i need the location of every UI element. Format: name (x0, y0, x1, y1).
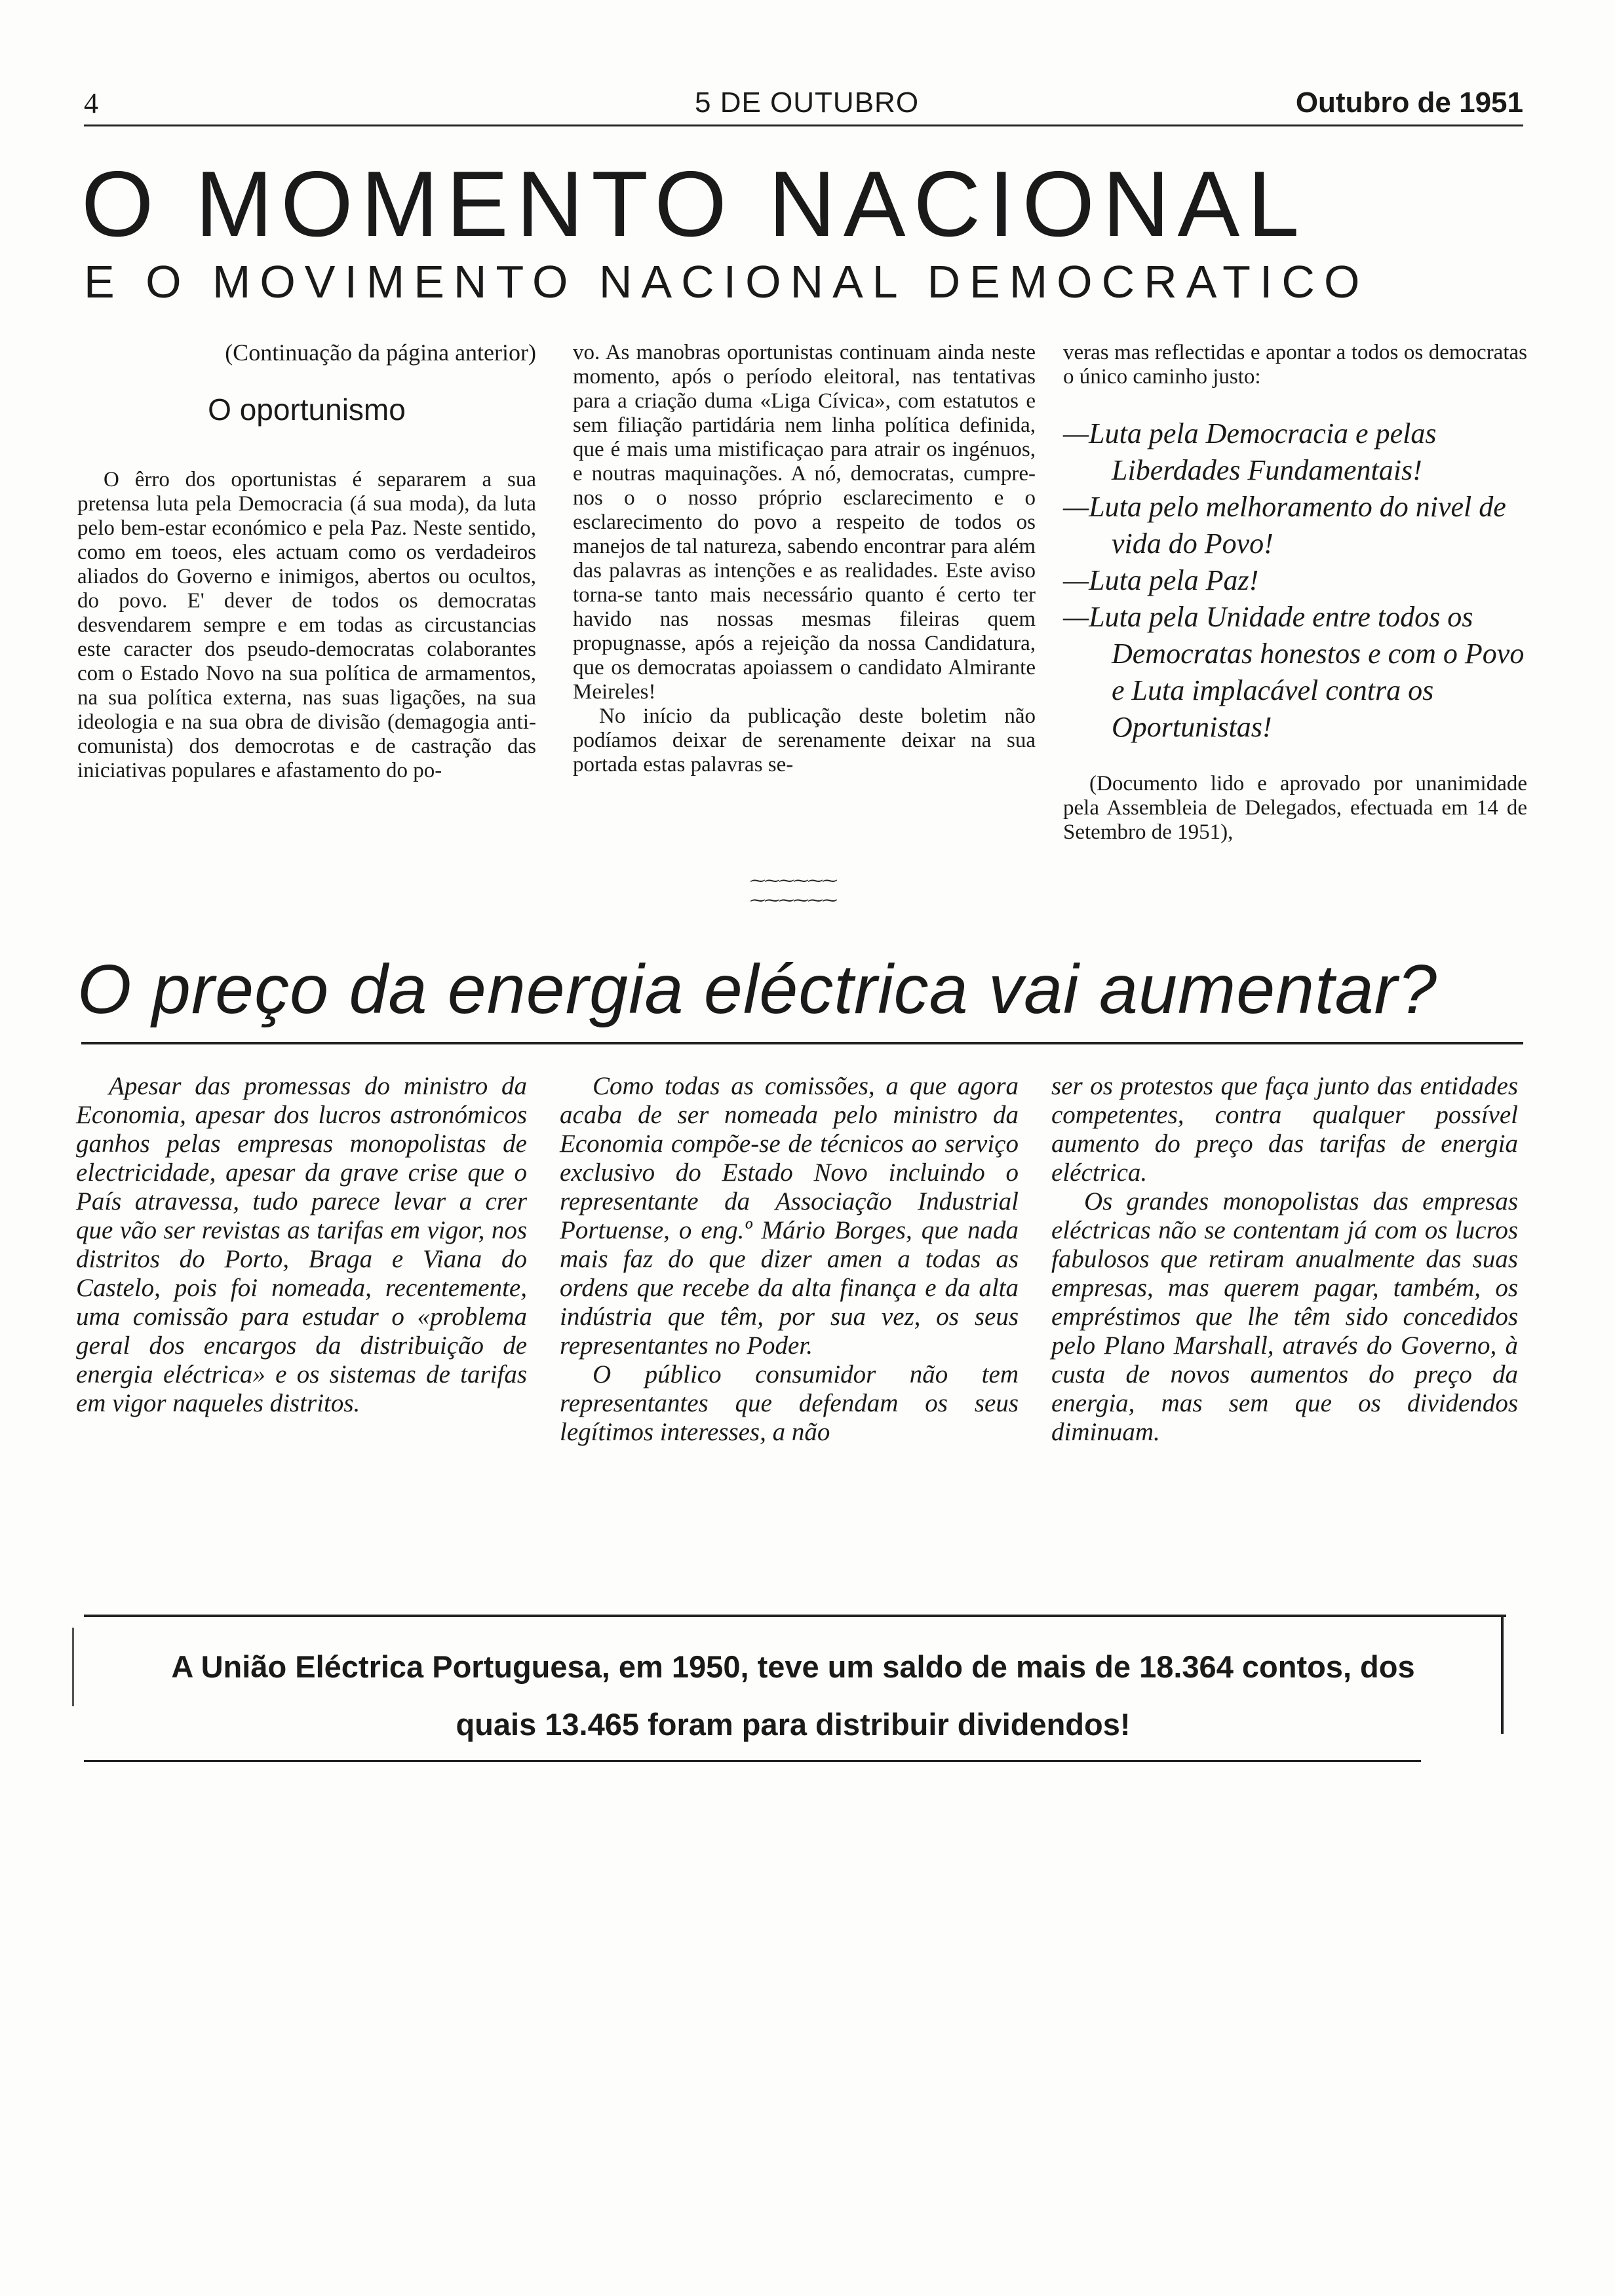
column-paragraph: veras mas reflectidas e apontar a todos os democratas o único caminho justo: (1063, 341, 1527, 389)
section-heading: O oportunismo (208, 392, 406, 427)
ornament-line: ⁓⁓⁓⁓⁓⁓ (750, 892, 836, 909)
article-subtitle: E O MOVIMENTO NACIONAL DEMOCRATICO (84, 256, 1369, 307)
article2-title: O preço da energia eléctrica vai aumentar? (77, 951, 1437, 1028)
column-paragraph: vo. As manobras oportunistas continuam ainda neste momento, após o período eleitoral, nas tentativas para a criação duma «Liga Cívica», com estatutos e sem filiação partidária nem linha política definida, que é mais uma mistificaçao para atrair os ingénuos, e noutras maquinações. A nó, democratas, cumpre-nos o o nosso próprio esclarecimento e o esclarecimento do povo a respeito de todos os manejos de tal natureza, sabendo encontrar para além das palavras as intenções e as realidades. Este aviso torna-se tanto mais necessário quanto é certo ter havido nas nossas mesmas fileiras quem propugnasse, após a rejeição da nossa Candidatura, que os democratas apoiassem o candidato Almirante Meireles! (573, 341, 1036, 704)
issue-date: Outubro de 1951 (1295, 86, 1523, 119)
article2-column-1 (76, 1072, 527, 1418)
closing-note: (Documento lido e aprovado por unanimidade pela Assembleia de Delegados, efectuada em 14 de Setembro de 1951), (1063, 772, 1527, 844)
article-column-3 (1063, 341, 1527, 845)
slogan-item: — Luta pelo melhoramento do nivel de vida do Povo! (1063, 489, 1527, 562)
callout-border-bottom (84, 1760, 1421, 1762)
callout-box (92, 1638, 1494, 1753)
slogan-item: — Luta pela Democracia e pelas Liberdades Fundamentais! (1063, 415, 1527, 489)
page-number: 4 (84, 87, 98, 119)
column-paragraph: Como todas as comissões, a que agora acaba de ser nomeada pelo ministro da Economia compõe-se de técnicos ao serviço exclusivo do Estado Novo incluindo o representante da Associação Industrial Portuense, o eng.º Mário Borges, que nada mais faz do que dizer amen a todas as ordens que recebe da alta finança e da alta indústria que têm, por sua vez, os seus representantes no Poder. (560, 1072, 1019, 1360)
slogan-item: — Luta pela Unidade entre todos os Democratas honestos e com o Povo e Luta implacável contra os Oportunistas! (1063, 599, 1527, 746)
callout-border-left (72, 1628, 74, 1706)
column-paragraph: O público consumidor não tem representantes que defendam os seus legítimos interesses, a não (560, 1360, 1019, 1446)
column-paragraph: ser os protestos que faça junto das entidades competentes, contra qualquer possível aumento do preço das tarifas de energia eléctrica. (1051, 1072, 1518, 1187)
header-rule (84, 124, 1523, 126)
article2-column-3 (1051, 1072, 1518, 1447)
callout-border-right (1501, 1616, 1504, 1734)
slogan-item: — Luta pela Paz! (1063, 562, 1527, 599)
ornament-line: ⁓⁓⁓⁓⁓⁓ (750, 873, 836, 890)
callout-line: quais 13.465 foram para distribuir dividendos! (456, 1707, 1131, 1742)
article-column-2 (573, 341, 1036, 777)
publication-name: 5 DE OUTUBRO (695, 86, 920, 119)
continuation-note: (Continuação da página anterior) (225, 339, 536, 366)
callout-line: A União Eléctrica Portuguesa, em 1950, teve um saldo de mais de 18.364 contos, dos (171, 1649, 1415, 1684)
column-paragraph: No início da publicação deste boletim não podíamos deixar de serenamente deixar na sua portada estas palavras se- (573, 704, 1036, 776)
article-column-1 (77, 341, 536, 783)
callout-border-top (84, 1615, 1506, 1617)
column-paragraph: Os grandes monopolistas das empresas eléctricas não se contentam já com os lucros fabulosos que retiram anualmente das suas empresas, mas querem pagar, também, os empréstimos que lhe têm sido concedidos pelo Plano Marshall, através do Governo, à custa de novos aumentos do preço da energia, mas sem que os dividendos diminuam. (1051, 1187, 1518, 1446)
ornament-divider (721, 871, 865, 911)
column-paragraph: Apesar das promessas do ministro da Economia, apesar dos lucros astronómicos ganhos pelas empresas monopolistas de electricidade, apesar da grave crise que o País atravessa, tudo parece levar a crer que vão ser revistas as tarifas em vigor, nos distritos do Porto, Braga e Viana do Castelo, pois foi nomeada, recentemente, uma comissão para estudar o «problema geral dos encargos da distribuição de energia eléctrica» e os sistemas de tarifas em vigor naqueles distritos. (76, 1072, 527, 1417)
column-paragraph: O êrro dos oportunistas é separarem a sua pretensa luta pela Democracia (á sua moda), da luta pelo bem-estar económico e pela Paz. Neste sentido, como em toeos, eles actuam como os verdadeiros aliados do Governo e inimigos, abertos ou ocultos, do povo. E' dever de todos os democratas desvendarem sempre e em todas as circustancias este caracter dos pseudo-democratas colaborantes com o Estado Novo na sua política de armamentos, na sua política externa, nas suas ligações, na sua ideologia e na sua obra de divisão (demagogia anti-comunista) dos democrotas e de castração das iniciativas populares e afastamento do po- (77, 468, 536, 782)
article2-column-2 (560, 1072, 1019, 1447)
slogan-list (1063, 415, 1527, 746)
title-rule (81, 1042, 1523, 1044)
article-title: O MOMENTO NACIONAL (81, 152, 1308, 256)
